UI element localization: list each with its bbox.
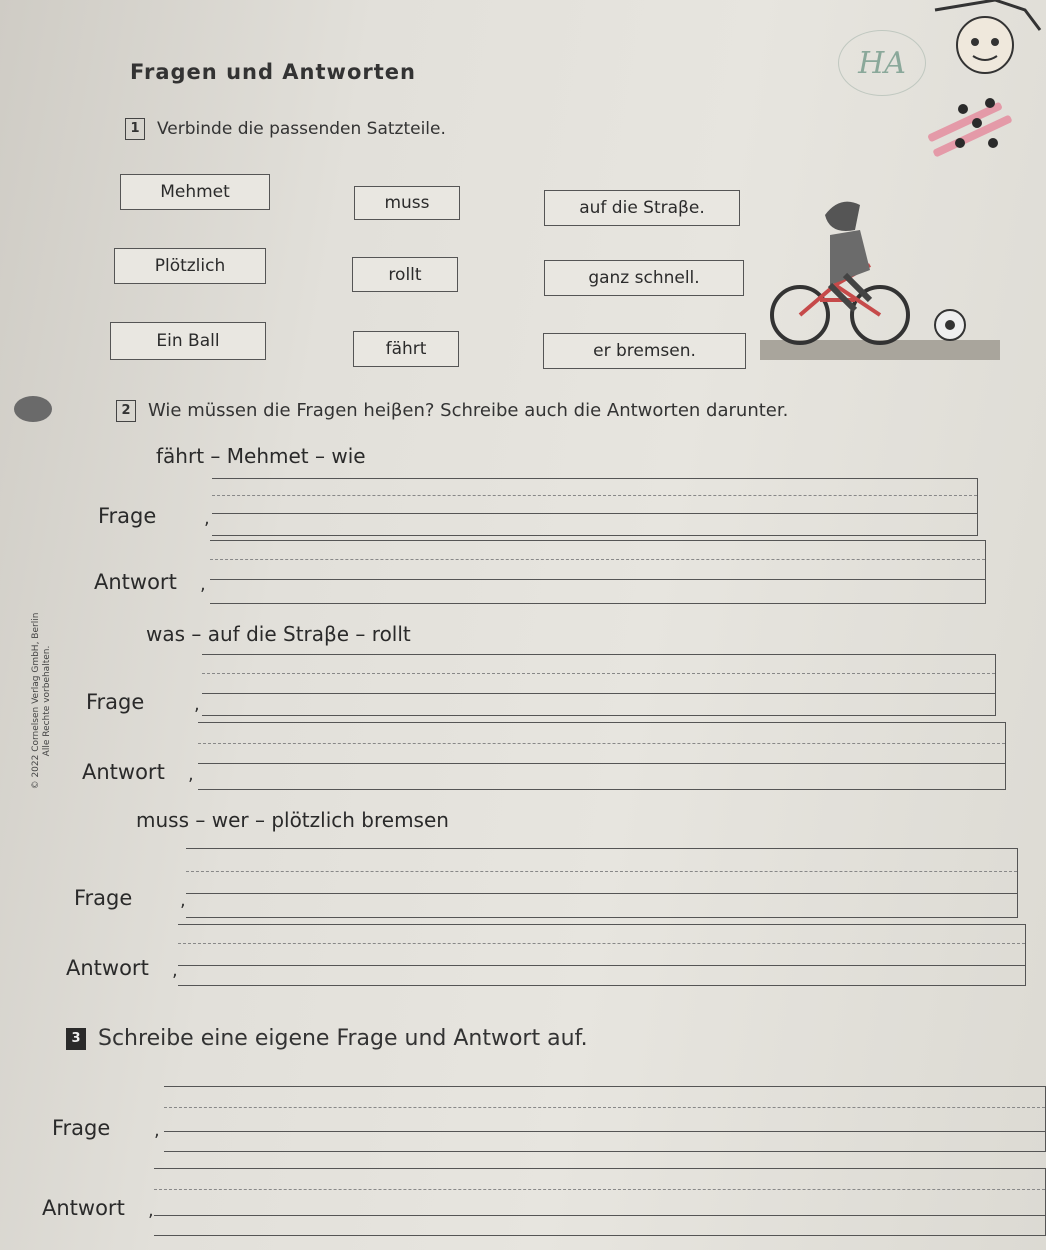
homework-badge bbox=[838, 30, 926, 96]
word-box-er-bremsen[interactable]: er bremsen. bbox=[543, 333, 746, 369]
comma: , bbox=[188, 764, 194, 785]
dashed-midline bbox=[178, 943, 1025, 944]
antwort-label: Antwort bbox=[66, 956, 149, 980]
frage-line-3[interactable] bbox=[186, 848, 1018, 918]
baseline bbox=[164, 1131, 1045, 1132]
prompt-2: was – auf die Straβe – rollt bbox=[146, 622, 411, 646]
baseline bbox=[210, 579, 985, 580]
antwort-label: Antwort bbox=[42, 1196, 125, 1220]
word-box-muss[interactable]: muss bbox=[354, 186, 460, 220]
baseline bbox=[198, 763, 1005, 764]
decor-dot bbox=[988, 138, 998, 148]
antwort-label: Antwort bbox=[82, 760, 165, 784]
decor-dot bbox=[972, 118, 982, 128]
copyright-line-2: Alle Rechte vorbehalten. bbox=[42, 645, 52, 757]
frage-line-1[interactable] bbox=[212, 478, 978, 536]
frage-label: Frage bbox=[52, 1116, 111, 1140]
decor-dot bbox=[955, 138, 965, 148]
task1-number: 1 bbox=[125, 118, 145, 140]
baseline bbox=[178, 965, 1025, 966]
frage-label: Frage bbox=[74, 886, 133, 910]
task2-instruction bbox=[116, 400, 788, 422]
comma: , bbox=[200, 574, 206, 595]
dashed-midline bbox=[210, 559, 985, 560]
page-title: Fragen und Antworten bbox=[130, 60, 416, 84]
antwort-line-1[interactable] bbox=[210, 540, 986, 604]
boy-on-bike-illustration bbox=[760, 190, 1000, 365]
cartoon-face-icon bbox=[925, 0, 1046, 80]
antwort-line-2[interactable] bbox=[198, 722, 1006, 790]
prompt-1: fährt – Mehmet – wie bbox=[156, 444, 366, 468]
baseline bbox=[154, 1215, 1045, 1216]
dashed-midline bbox=[198, 743, 1005, 744]
word-box-mehmet[interactable]: Mehmet bbox=[120, 174, 270, 210]
frage-line-2[interactable] bbox=[202, 654, 996, 716]
word-box-faehrt[interactable]: fährt bbox=[353, 331, 459, 367]
baseline bbox=[202, 693, 995, 694]
task3-number: 3 bbox=[66, 1028, 86, 1050]
dashed-midline bbox=[154, 1189, 1045, 1190]
comma: , bbox=[154, 1120, 160, 1141]
comma: , bbox=[148, 1200, 154, 1221]
copyright-line-1: © 2022 Cornelsen Verlag GmbH, Berlin bbox=[31, 612, 41, 790]
punch-hole bbox=[14, 396, 52, 422]
word-box-ganz-schnell[interactable]: ganz schnell. bbox=[544, 260, 744, 296]
task3-instruction bbox=[66, 1026, 588, 1051]
comma: , bbox=[194, 694, 200, 715]
comma: , bbox=[204, 508, 210, 529]
antwort-label: Antwort bbox=[94, 570, 177, 594]
baseline bbox=[186, 893, 1017, 894]
dashed-midline bbox=[202, 673, 995, 674]
word-box-ploetzlich[interactable]: Plötzlich bbox=[114, 248, 266, 284]
dashed-midline bbox=[212, 495, 977, 496]
frage-line-4[interactable] bbox=[164, 1086, 1046, 1152]
comma: , bbox=[180, 890, 186, 911]
task1-instruction bbox=[125, 118, 446, 140]
task2-instruction-text: Wie müssen die Fragen heiβen? Schreibe auch die Antworten darunter. bbox=[148, 400, 789, 421]
comma: , bbox=[172, 960, 178, 981]
decor-dot bbox=[958, 104, 968, 114]
task2-number: 2 bbox=[116, 400, 136, 422]
homework-badge-text: HA bbox=[858, 45, 906, 81]
task3-instruction-text: Schreibe eine eigene Frage und Antwort auf. bbox=[98, 1026, 588, 1051]
copyright-notice bbox=[31, 601, 53, 801]
word-box-rollt[interactable]: rollt bbox=[352, 257, 458, 292]
dashed-midline bbox=[164, 1107, 1045, 1108]
frage-label: Frage bbox=[86, 690, 145, 714]
frage-label: Frage bbox=[98, 504, 157, 528]
antwort-line-3[interactable] bbox=[178, 924, 1026, 986]
dashed-midline bbox=[186, 871, 1017, 872]
word-box-ein-ball[interactable]: Ein Ball bbox=[110, 322, 266, 360]
antwort-line-4[interactable] bbox=[154, 1168, 1046, 1236]
baseline bbox=[212, 513, 977, 514]
task1-instruction-text: Verbinde die passenden Satzteile. bbox=[157, 119, 446, 139]
decor-dot bbox=[985, 98, 995, 108]
word-box-auf-die-strasse[interactable]: auf die Straβe. bbox=[544, 190, 740, 226]
prompt-3: muss – wer – plötzlich bremsen bbox=[136, 808, 449, 832]
